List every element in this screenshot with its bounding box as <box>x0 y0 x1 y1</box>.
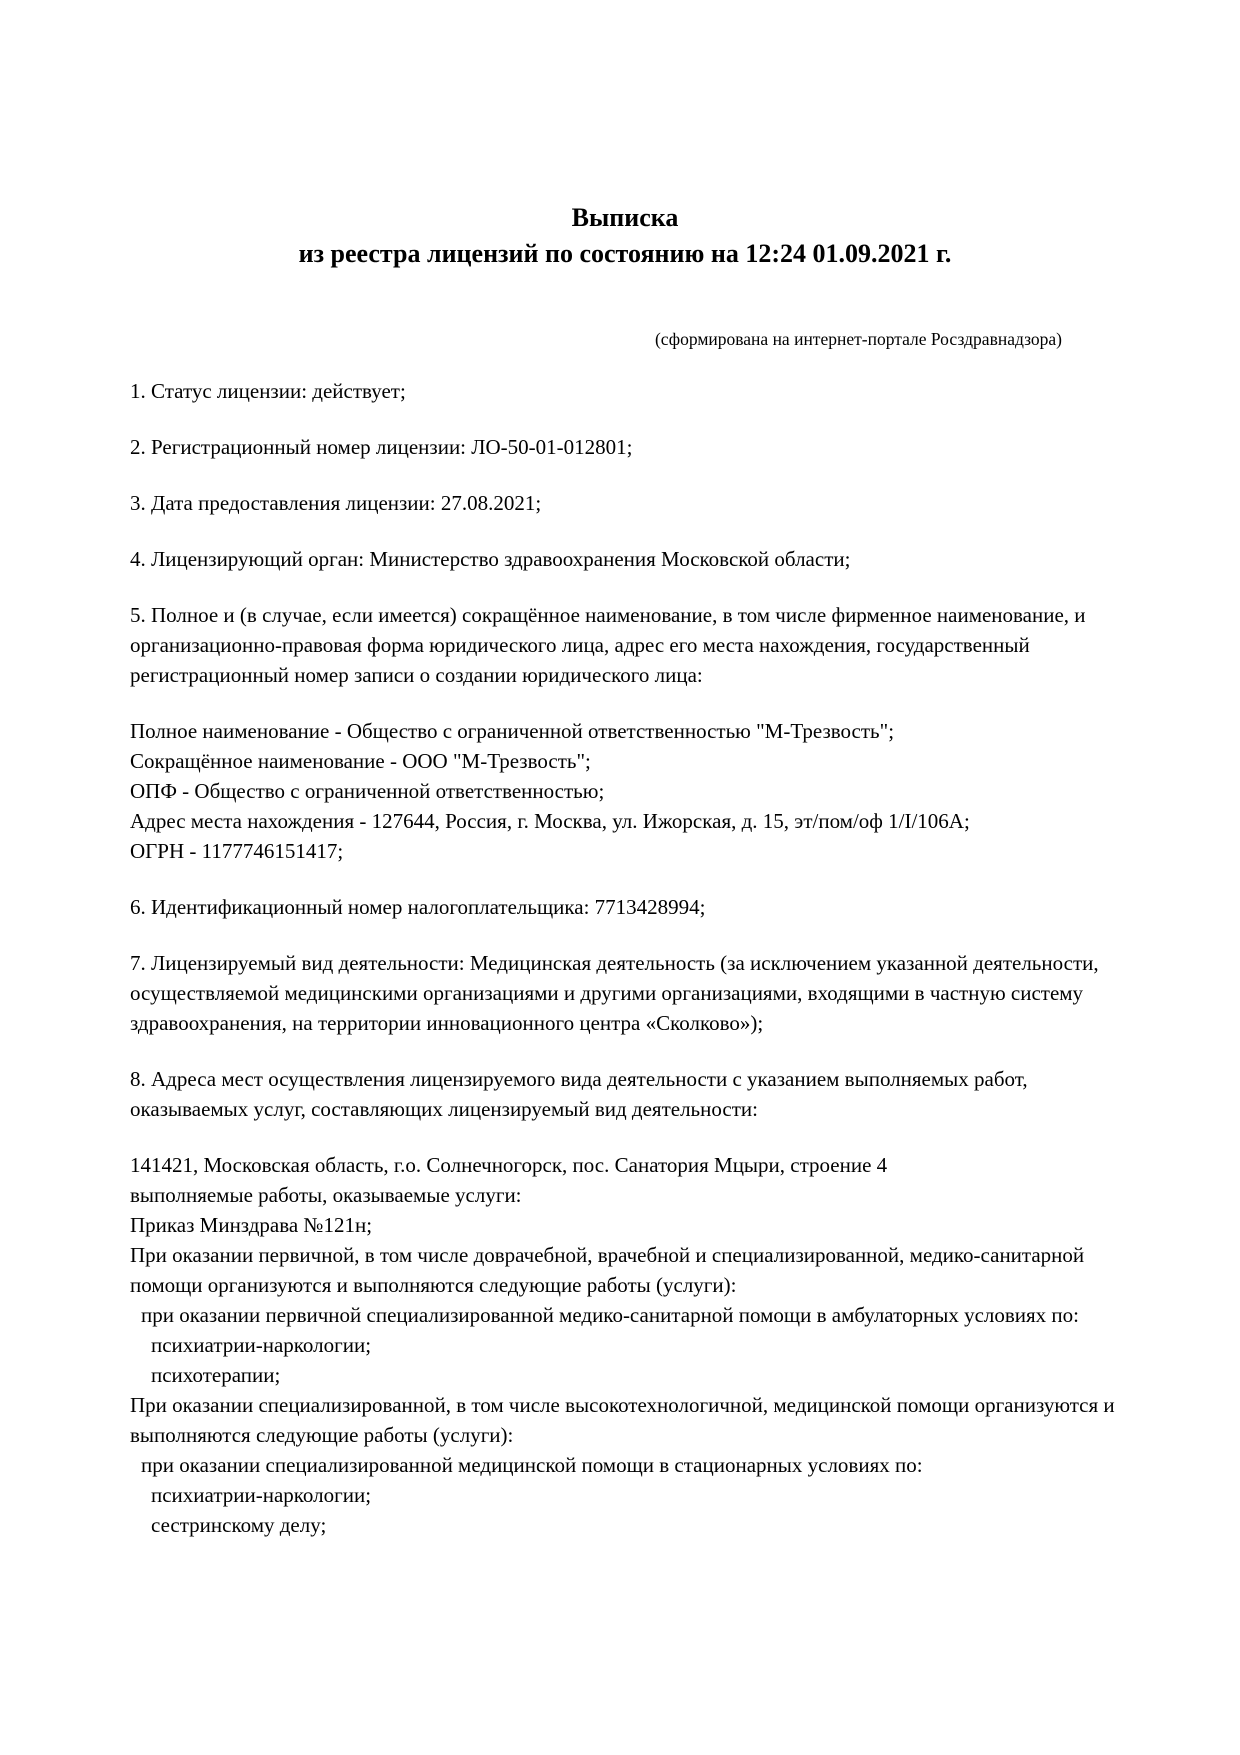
paragraph: при оказании специализированной медицинской помощи в стационарных условиях по: <box>141 1453 923 1477</box>
document-subtitle: (сформирована на интернет-портале Росздравнадзора) <box>654 329 1062 349</box>
paragraph: Сокращённое наименование - ООО "М-Трезвость"; <box>130 749 591 773</box>
paragraph: 5. Полное и (в случае, если имеется) сокращённое наименование, в том числе фирменное наименование, и организационно-правовая форма юридического лица, адрес его места нахождения, государственный регистрационный номер записи о создании юридического лица: <box>130 603 1086 687</box>
document-body <box>130 376 1120 1540</box>
document-title-line2: из реестра лицензий по состоянию на 12:24 01.09.2021 г. <box>298 239 952 268</box>
paragraph: 7. Лицензируемый вид деятельности: Медицинская деятельность (за исключением указанной деятельности, осуществляемой медицинскими организациями и другими организациями, входящими в частную систему здравоохранения, на территории инновационного центра «Сколково»); <box>130 951 1099 1035</box>
paragraph: психиатрии-наркологии; <box>151 1483 372 1507</box>
paragraph: сестринскому делу; <box>151 1513 327 1537</box>
paragraph: 141421, Московская область, г.о. Солнечногорск, пос. Санатория Мцыри, строение 4 <box>130 1153 888 1177</box>
paragraph: психотерапии; <box>151 1363 281 1387</box>
paragraph: психиатрии-наркологии; <box>151 1333 372 1357</box>
paragraph: Приказ Минздрава №121н; <box>130 1213 373 1237</box>
paragraph: 3. Дата предоставления лицензии: 27.08.2021; <box>130 491 542 515</box>
paragraph: при оказании первичной специализированной медико-санитарной помощи в амбулаторных условиях по: <box>141 1303 1080 1327</box>
paragraph: ОПФ - Общество с ограниченной ответственностью; <box>130 779 605 803</box>
paragraph: 1. Статус лицензии: действует; <box>130 379 406 403</box>
paragraph: Адрес места нахождения - 127644, Россия, г. Москва, ул. Ижорская, д. 15, эт/пом/оф 1/I/106А; <box>130 809 970 833</box>
paragraph: ОГРН - 1177746151417; <box>130 839 344 863</box>
paragraph: выполняемые работы, оказываемые услуги: <box>130 1183 522 1207</box>
paragraph: 2. Регистрационный номер лицензии: ЛО-50-01-012801; <box>130 435 633 459</box>
paragraph: Полное наименование - Общество с ограниченной ответственностью "М-Трезвость"; <box>130 719 895 743</box>
paragraph: 4. Лицензирующий орган: Министерство здравоохранения Московской области; <box>130 547 851 571</box>
document-title-line1: Выписка <box>571 203 679 232</box>
document-title <box>130 200 1120 272</box>
paragraph: При оказании первичной, в том числе доврачебной, врачебной и специализированной, медико-санитарной помощи организуются и выполняются следующие работы (услуги): <box>130 1243 1085 1297</box>
paragraph: 6. Идентификационный номер налогоплательщика: 7713428994; <box>130 895 706 919</box>
paragraph: При оказании специализированной, в том числе высокотехнологичной, медицинской помощи организуются и выполняются следующие работы (услуги): <box>130 1393 1115 1447</box>
paragraph: 8. Адреса мест осуществления лицензируемого вида деятельности с указанием выполняемых работ, оказываемых услуг, составляющих лицензируемый вид деятельности: <box>130 1067 1028 1121</box>
